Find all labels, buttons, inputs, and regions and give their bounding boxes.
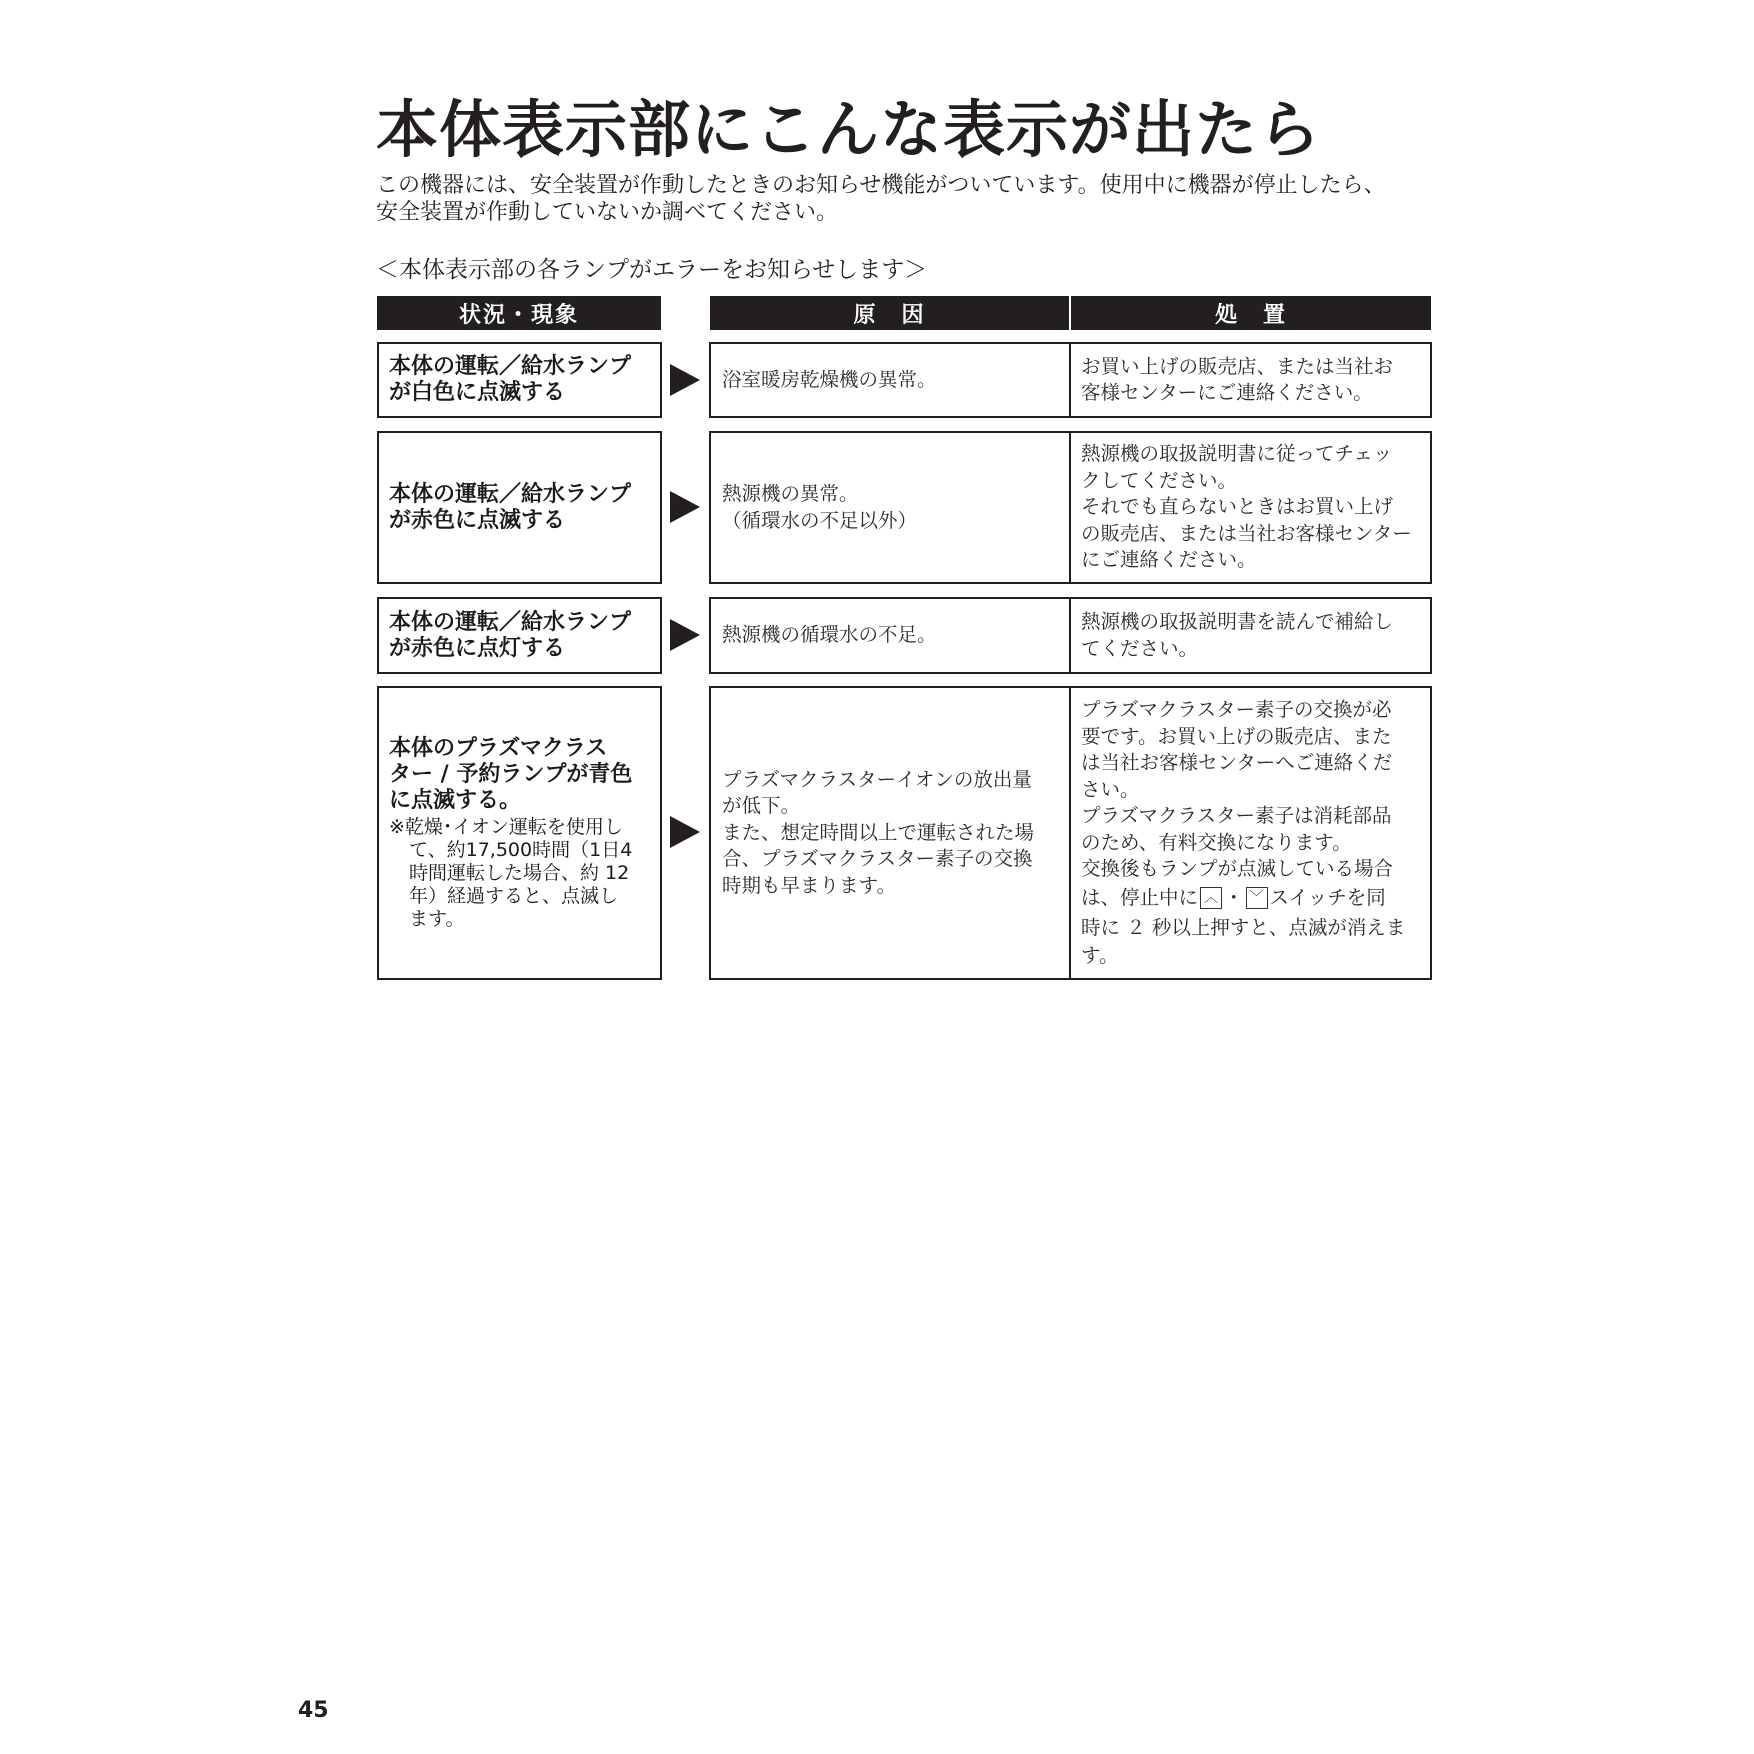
row4-remedy-line: す。 [1081,943,1119,967]
row4-remedy-key-pre: は、停止中に [1081,885,1199,909]
row3-cause-line: 熱源機の循環水の不足。 [722,623,937,647]
row2-cause-line: （循環水の不足以外） [722,508,918,532]
row1-situation-line: が白色に点滅する [389,380,566,405]
row4-remedy-line: プラズマクラスター素子の交換が必 [1081,698,1392,721]
row4-remedy-key-post: スイッチを同 [1269,885,1386,909]
row4-remedy-line: のため、有料交換になります。 [1081,830,1352,854]
header-remedy: 処 置 [1071,296,1431,330]
row3-cause-cell [709,597,1071,674]
row4-note-line: ます。 [409,907,465,930]
row2-remedy-line: それでも直らないときはお買い上げ [1081,495,1394,519]
intro-line-1: この機器には、安全装置が作動したときのお知らせ機能がついています。使用中に機器が停止したら、 [376,173,1386,198]
intro-text [376,172,1436,226]
header-situation: 状況・現象 [377,296,661,330]
row4-note-line: ※乾燥･イオン運転を使用し [389,815,623,838]
row4-remedy-key-sep: ・ [1224,885,1244,909]
row3-situation-line: が赤色に点灯する [389,635,566,661]
row4-note-line: 年）経過すると、点滅し [409,884,619,907]
row4-situation-cell [377,686,662,980]
section-subheading: ＜本体表示部の各ランプがエラーをお知らせします＞ [376,257,928,283]
row2-remedy-cell [1069,431,1432,584]
row3-situation-cell [377,597,662,674]
row2-situation-cell [377,431,662,584]
intro-line-2: 安全装置が作動していないか調べてください。 [376,200,839,225]
row4-cause-line: 時期も早まります。 [722,873,896,897]
row1-situation-line: 本体の運転／給水ランプ [389,354,632,379]
row4-cause-line: プラズマクラスターイオンの放出量 [722,767,1032,791]
row4-situation-line: に点滅する。 [389,787,522,813]
row4-remedy-line: さい。 [1081,777,1140,801]
row2-cause-cell [709,431,1071,584]
row1-remedy-cell [1069,342,1432,418]
up-key-icon: ︿ [1200,887,1222,909]
row4-remedy-line: 交換後もランプが点滅している場合 [1081,857,1394,880]
row1-cause-line: 浴室暖房乾燥機の異常。 [722,367,937,391]
page-title: 本体表示部にこんな表示が出たら [376,93,1322,166]
row3-remedy-line: てください。 [1081,636,1199,660]
row4-cause-cell [709,686,1071,980]
row3-remedy-cell [1069,597,1432,674]
header-cause: 原 因 [710,296,1069,330]
row4-remedy-cell [1069,686,1432,980]
arrow-right-icon [670,491,700,523]
row4-remedy-line: 要です。お買い上げの販売店、また [1081,724,1392,748]
row1-remedy-line: 客様センターにご連絡ください。 [1081,381,1373,404]
arrow-right-icon [670,619,700,651]
row2-remedy-line: クしてください。 [1081,468,1238,492]
row4-situation-line: ター / 予約ランプが青色 [389,761,633,787]
row4-note-line: て、約17,500時間（1日4 [409,838,633,861]
row1-cause-cell [709,342,1071,418]
page-number: 45 [298,1698,329,1723]
row2-remedy-line: の販売店、または当社お客様センター [1081,521,1412,545]
row2-situation-line: が赤色に点滅する [389,507,566,533]
row3-situation-line: 本体の運転／給水ランプ [389,609,632,635]
row1-situation-cell [377,342,662,418]
down-key-icon: ﹀ [1246,887,1268,909]
row4-cause-line: が低下。 [722,794,801,818]
row4-note-line: 時間運転した場合、約 12 [409,861,630,884]
row4-cause-line: 合、プラズマクラスター素子の交換 [722,847,1033,871]
row4-remedy-key-line [1081,883,1405,913]
row4-remedy-line: 時に ２ 秒以上押すと、点滅が消えま [1081,915,1406,939]
row4-remedy-line: プラズマクラスター素子は消耗部品 [1081,804,1392,827]
row4-cause-line: また、想定時間以上で運転された場 [722,820,1035,844]
row1-remedy-line: お買い上げの販売店、または当社お [1081,354,1394,378]
arrow-right-icon [670,816,700,848]
arrow-right-icon [670,364,700,396]
row2-remedy-line: 熱源機の取扱説明書に従ってチェッ [1081,442,1393,466]
row4-remedy-line: は当社お客様センターへご連絡くだ [1081,751,1393,774]
row4-situation-line: 本体のプラズマクラス [389,735,608,761]
row2-situation-line: 本体の運転／給水ランプ [389,481,632,507]
row3-remedy-line: 熱源機の取扱説明書を読んで補給し [1081,610,1394,633]
row2-cause-line: 熱源機の異常。 [722,482,859,505]
row4-situation-note [389,816,632,931]
row2-remedy-line: にご連絡ください。 [1081,548,1257,572]
